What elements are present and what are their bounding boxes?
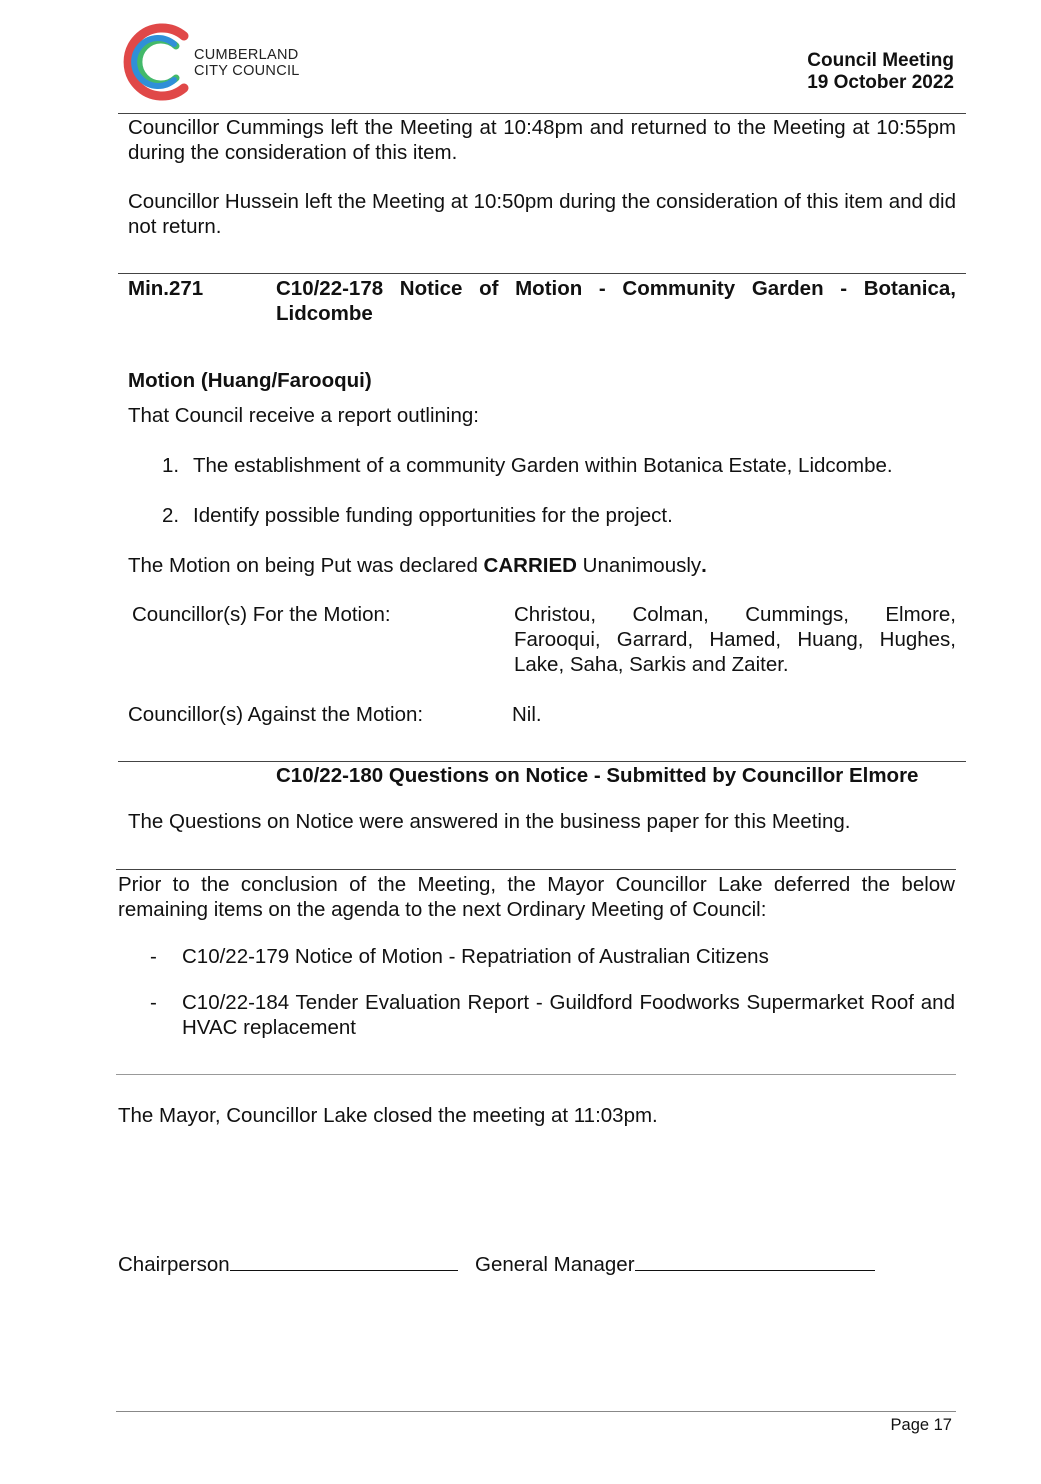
result-text-after: Unanimously (576, 554, 702, 577)
motion-lead: That Council receive a report outlining: (128, 404, 479, 427)
section-rule-1 (118, 273, 966, 274)
deferred-item-1: C10/22-179 Notice of Motion - Repatriation of Australian Citizens (182, 945, 769, 968)
deferred-bullet-1: - (150, 945, 157, 968)
general-manager-label: General Manager (475, 1253, 635, 1276)
logo-line-1: CUMBERLAND (194, 47, 299, 63)
motion-item-text: The establishment of a community Garden within Botanica Estate, Lidcombe. (193, 454, 893, 477)
meeting-title: Council Meeting (807, 50, 954, 71)
page-number: Page 17 (890, 1416, 952, 1434)
result-carried: CARRIED (483, 554, 577, 577)
motion-item-1 (162, 453, 893, 478)
motion-item-2 (162, 503, 673, 528)
questions-body: The Questions on Notice were answered in the business paper for this Meeting. (128, 810, 851, 833)
section-rule-3 (116, 869, 956, 870)
closing-statement: The Mayor, Councillor Lake closed the meeting at 11:03pm. (118, 1104, 658, 1127)
meeting-header (807, 50, 954, 94)
section-rule-4 (116, 1074, 956, 1075)
logo-line-2: CITY COUNCIL (194, 63, 300, 79)
for-names: Christou, Colman, Cummings, Elmore, Farooqui, Garrard, Hamed, Huang, Hughes, Lake, Saha, Sarkis and Zaiter. (514, 603, 956, 676)
section-rule-2 (118, 761, 966, 762)
against-label: Councillor(s) Against the Motion: (128, 703, 424, 726)
chairperson-signature (118, 1252, 458, 1277)
motion-item-number: 2. (162, 504, 180, 527)
motion-item-text: Identify possible funding opportunities for the project. (193, 504, 673, 527)
chairperson-signature-line[interactable] (230, 1252, 458, 1271)
motion-result (128, 553, 707, 578)
minute-title: C10/22-178 Notice of Motion - Community Garden - Botanica, Lidcombe (276, 277, 956, 325)
questions-title: C10/22-180 Questions on Notice - Submitted by Councillor Elmore (276, 764, 919, 787)
chairperson-label: Chairperson (118, 1253, 230, 1276)
against-names: Nil. (512, 703, 542, 726)
header-rule (118, 113, 966, 114)
footer-rule (116, 1411, 956, 1412)
result-period: . (701, 554, 707, 577)
general-manager-signature-line[interactable] (635, 1252, 875, 1271)
deferred-item-2: C10/22-184 Tender Evaluation Report - Guildford Foodworks Supermarket Roof and HVAC replacement (182, 991, 955, 1039)
motion-heading: Motion (Huang/Farooqui) (128, 369, 372, 392)
motion-item-number: 1. (162, 454, 180, 477)
for-label: Councillor(s) For the Motion: (132, 603, 391, 626)
council-logo (118, 20, 308, 104)
result-text: The Motion on being Put was declared (128, 554, 484, 577)
deferred-bullet-2: - (150, 991, 157, 1014)
meeting-date: 19 October 2022 (807, 72, 954, 93)
intro-paragraph-1: Councillor Cummings left the Meeting at 10:48pm and returned to the Meeting at 10:55pm during the consideration of this item. (128, 116, 956, 164)
deferred-intro: Prior to the conclusion of the Meeting, the Mayor Councillor Lake deferred the below remaining items on the agenda to the next Ordinary Meeting of Council: (118, 873, 955, 921)
intro-paragraph-2: Councillor Hussein left the Meeting at 10:50pm during the consideration of this item and did not return. (128, 190, 956, 238)
minute-number: Min.271 (128, 277, 204, 300)
general-manager-signature (475, 1252, 875, 1277)
council-logo-icon (118, 20, 194, 104)
